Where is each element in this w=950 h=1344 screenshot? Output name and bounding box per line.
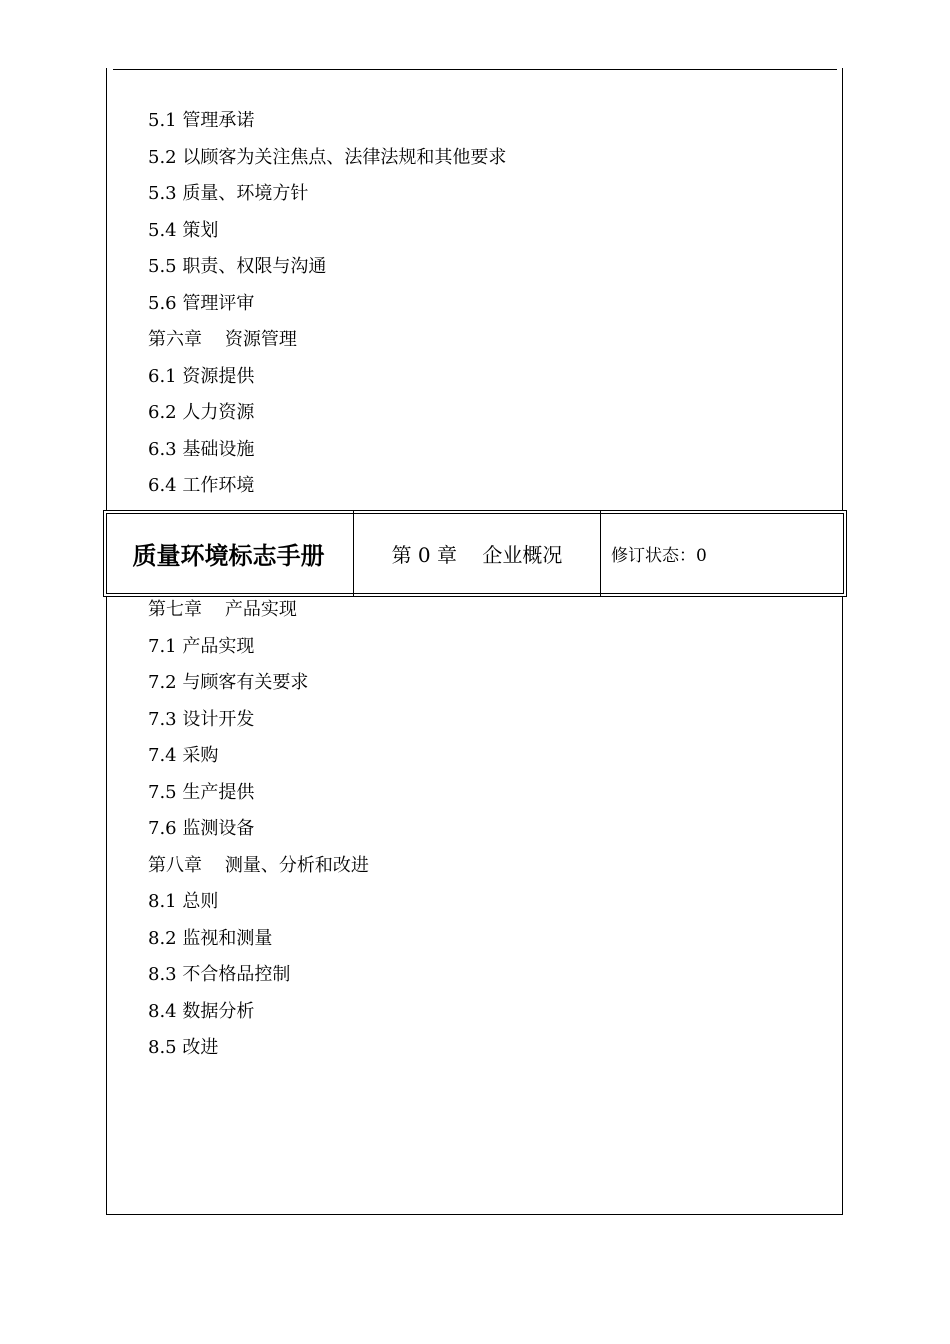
- toc-item: 7.1 产品实现: [148, 635, 255, 657]
- toc-chapter-heading: 第七章 产品实现: [148, 599, 297, 620]
- page-header-table: [103, 510, 847, 597]
- toc-item: 6.2 人力资源: [148, 402, 255, 423]
- manual-title: 质量环境标志手册: [104, 511, 354, 596]
- toc-section-a: [148, 110, 506, 512]
- toc-item: 5.2 以顾客为关注焦点、法律法规和其他要求: [148, 146, 507, 168]
- chapter-label: 第 0 章 企业概况: [354, 511, 601, 596]
- toc-item: 7.4 采购: [148, 745, 219, 766]
- toc-item: 8.4 数据分析: [148, 1000, 255, 1022]
- toc-item: 8.2 监视和测量: [148, 927, 273, 949]
- toc-item: 7.2 与顾客有关要求: [148, 672, 309, 693]
- toc-item: 8.5 改进: [148, 1037, 219, 1058]
- toc-item: 7.5 生产提供: [148, 781, 255, 803]
- revision-status: 修订状态：0: [611, 546, 707, 566]
- toc-item: 5.3 质量、环境方针: [148, 183, 309, 204]
- toc-item: 6.3 基础设施: [148, 438, 255, 460]
- toc-item: 8.3 不合格品控制: [148, 964, 291, 985]
- top-rule: [113, 69, 837, 70]
- toc-section-b: [148, 599, 369, 1074]
- toc-item: 7.3 设计开发: [148, 708, 255, 730]
- toc-item: 6.4 工作环境: [148, 475, 255, 496]
- toc-chapter-heading: 第八章 测量、分析和改进: [148, 854, 369, 876]
- toc-item: 8.1 总则: [148, 891, 219, 912]
- toc-item: 5.1 管理承诺: [148, 110, 255, 131]
- toc-chapter-heading: 第六章 资源管理: [148, 329, 297, 350]
- toc-item: 7.6 监测设备: [148, 818, 255, 839]
- toc-item: 5.6 管理评审: [148, 292, 255, 314]
- toc-item: 5.5 职责、权限与沟通: [148, 256, 327, 277]
- toc-item: 5.4 策划: [148, 219, 219, 241]
- toc-item: 6.1 资源提供: [148, 365, 255, 387]
